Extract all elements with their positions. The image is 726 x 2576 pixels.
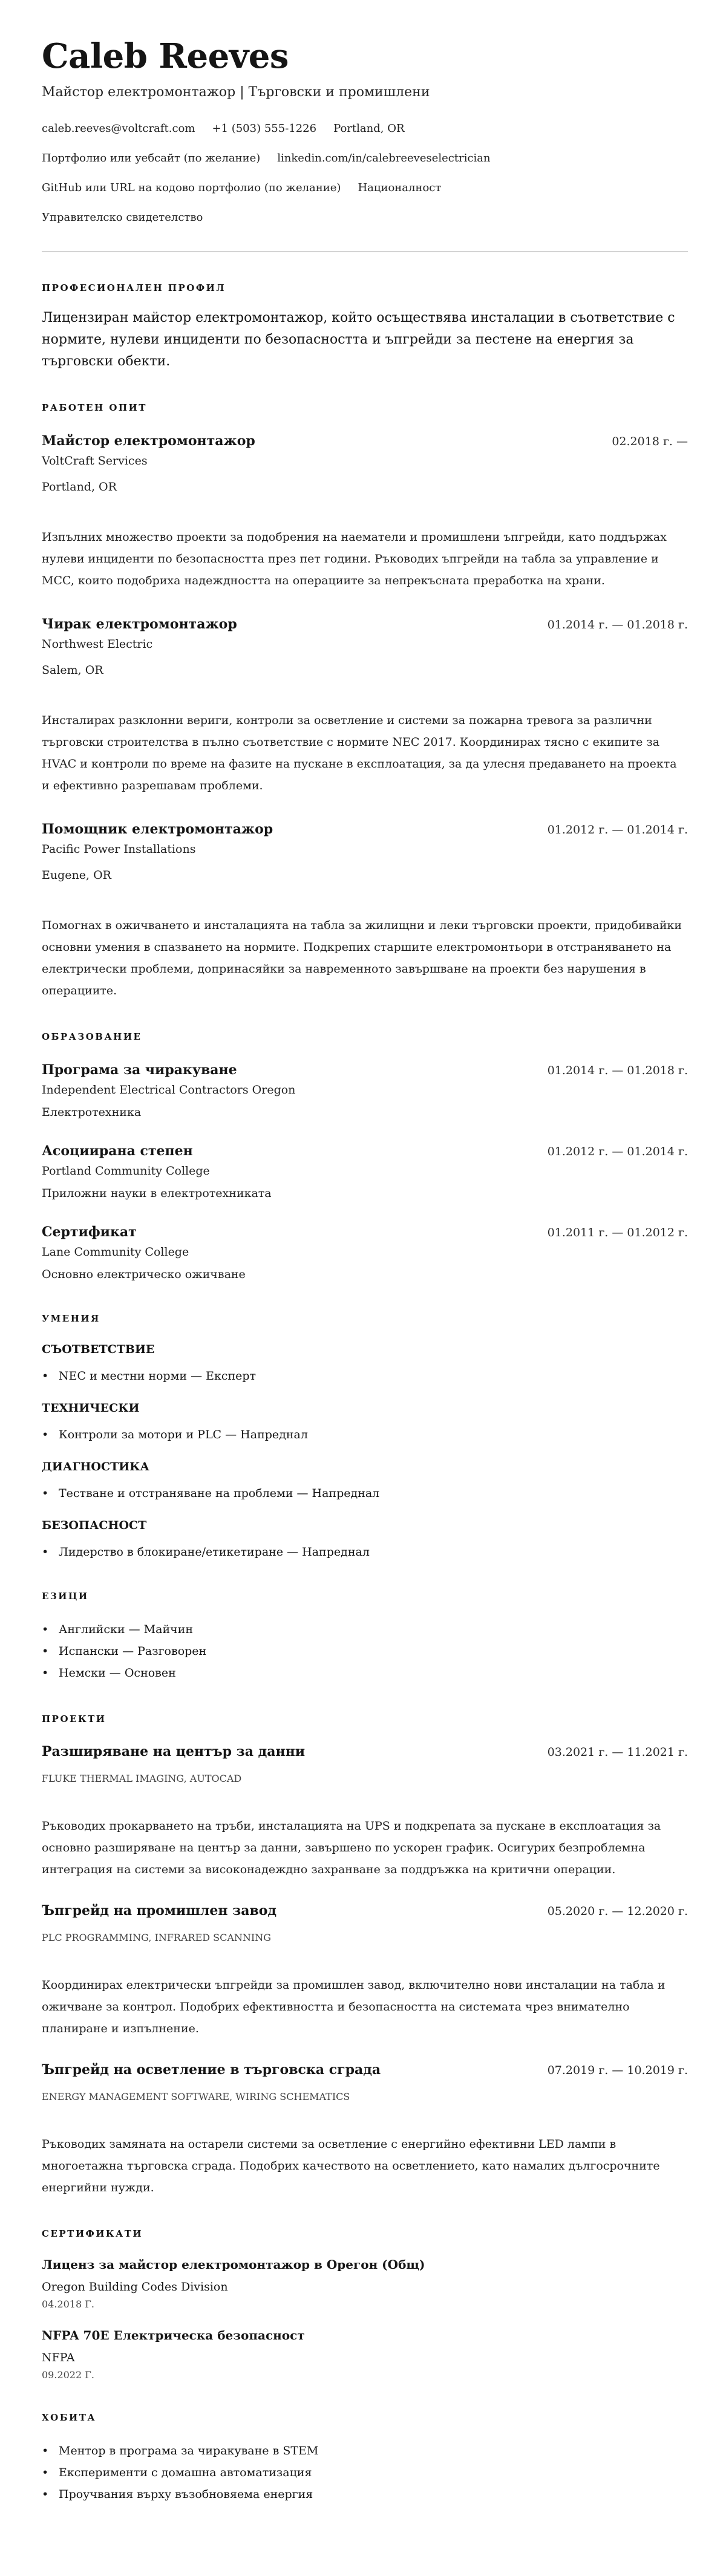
skill-category-heading: БЕЗОПАСНОСТ bbox=[42, 1519, 147, 1532]
experience-entry bbox=[42, 615, 688, 797]
language-item: • Английски — Майчин bbox=[42, 1619, 688, 1640]
entry-header bbox=[42, 1743, 688, 1761]
header-divider bbox=[42, 251, 688, 252]
job-location: Portland, OR bbox=[42, 480, 117, 494]
section-heading-languages: ЕЗИЦИ bbox=[42, 1591, 89, 1602]
hobby-item: • Експерименти с домашна автоматизация bbox=[42, 2462, 688, 2483]
certification-entry bbox=[42, 2327, 688, 2382]
hobby-item: • Ментор в програма за чиракуване в STEM bbox=[42, 2440, 688, 2462]
contact-row bbox=[42, 203, 688, 232]
nationality: Националност bbox=[358, 181, 442, 194]
project-technologies: PLC PROGRAMMING, INFRARED SCANNING bbox=[42, 1932, 272, 1943]
job-dates: 01.2012 г. — 01.2014 г. bbox=[547, 823, 688, 836]
job-dates: 02.2018 г. — bbox=[612, 435, 688, 448]
contact-row bbox=[42, 114, 688, 143]
project-title: Ъпгрейд на осветление в търговска сграда bbox=[42, 2062, 381, 2078]
github-link[interactable]: GitHub или URL на кодово портфолио (по желание) bbox=[42, 181, 341, 194]
project-dates: 07.2019 г. — 10.2019 г. bbox=[547, 2064, 688, 2077]
headline: Майстор електромонтажор | Търговски и промишлени bbox=[42, 85, 430, 100]
hobby-item: • Проучвания върху възобновяема енергия bbox=[42, 2483, 688, 2505]
job-description: Помогнах в ожичването и инсталацията на табла за жилищни и леки търговски проекти, придобивайки основни умения в спазването на нормите. Подкрепих старшите електромонтьори в отстраняването на електрически проблеми, допринасяйки за навременното завършване на проекти без нарушения в операциите. bbox=[42, 919, 682, 997]
institution-name: Lane Community College bbox=[42, 1245, 189, 1259]
certification-issuer: Oregon Building Codes Division bbox=[42, 2280, 228, 2294]
section-heading-profile: ПРОФЕСИОНАЛЕН ПРОФИЛ bbox=[42, 282, 226, 293]
project-technologies: ENERGY MANAGEMENT SOFTWARE, WIRING SCHEMATICS bbox=[42, 2091, 350, 2102]
certification-title: Лиценз за майстор електромонтажор в Орегон (Общ) bbox=[42, 2257, 425, 2272]
experience-entry bbox=[42, 432, 688, 592]
field-of-study: Приложни науки в електротехниката bbox=[42, 1187, 272, 1200]
project-title: Ъпгрейд на промишлен завод bbox=[42, 1903, 277, 1919]
certification-entry bbox=[42, 2256, 688, 2312]
job-location: Salem, OR bbox=[42, 664, 103, 677]
project-dates: 05.2020 г. — 12.2020 г. bbox=[547, 1905, 688, 1918]
field-of-study: Основно електрическо ожичване bbox=[42, 1268, 246, 1281]
portfolio-link[interactable]: Портфолио или уебсайт (по желание) bbox=[42, 152, 261, 165]
phone: +1 (503) 555-1226 bbox=[212, 122, 317, 135]
entry-header bbox=[42, 2061, 688, 2079]
section-heading-experience: РАБОТЕН ОПИТ bbox=[42, 402, 147, 413]
certification-title: NFPA 70E Електрическа безопасност bbox=[42, 2328, 305, 2343]
entry-header bbox=[42, 1061, 688, 1080]
entry-header bbox=[42, 432, 688, 451]
entry-header bbox=[42, 1142, 688, 1161]
drivers-license: Управителско свидетелство bbox=[42, 211, 203, 224]
projects-list bbox=[42, 1743, 688, 2199]
certification-date: 04.2018 Г. bbox=[42, 2298, 94, 2310]
job-title: Майстор електромонтажор bbox=[42, 433, 255, 449]
skill-items bbox=[42, 1484, 688, 1502]
entry-header bbox=[42, 1223, 688, 1242]
project-technologies: FLUKE THERMAL IMAGING, AUTOCAD bbox=[42, 1773, 242, 1784]
institution-name: Independent Electrical Contractors Oregon bbox=[42, 1083, 296, 1097]
section-heading-hobbies: ХОБИТА bbox=[42, 2412, 97, 2423]
certifications-list bbox=[42, 2256, 688, 2382]
company-name: VoltCraft Services bbox=[42, 454, 148, 468]
certification-date: 09.2022 Г. bbox=[42, 2369, 94, 2381]
section-heading-projects: ПРОЕКТИ bbox=[42, 1714, 106, 1724]
job-description: Изпълних множество проекти за подобрения на наематели и промишлени ъпгрейди, като поддържах нулеви инциденти по безопасността през пет години. Ръководих ъпгрейди на табла за управление и MCC, които подобриха надеждността на операциите за непрекъсната преработка на храни. bbox=[42, 530, 667, 587]
skill-category-heading: ТЕХНИЧЕСКИ bbox=[42, 1401, 140, 1415]
education-dates: 01.2014 г. — 01.2018 г. bbox=[547, 1064, 688, 1077]
email-link[interactable]: caleb.reeves@voltcraft.com bbox=[42, 122, 195, 135]
skill-items bbox=[42, 1426, 688, 1444]
degree-title: Програма за чиракуване bbox=[42, 1062, 237, 1078]
section-heading-certifications: СЕРТИФИКАТИ bbox=[42, 2228, 143, 2239]
project-entry bbox=[42, 1902, 688, 2040]
company-name: Northwest Electric bbox=[42, 637, 153, 651]
institution-name: Portland Community College bbox=[42, 1164, 210, 1178]
experience-entry bbox=[42, 820, 688, 1002]
entry-header bbox=[42, 615, 688, 634]
skill-category-heading: СЪОТВЕТСТВИЕ bbox=[42, 1343, 155, 1356]
job-title: Помощник електромонтажор bbox=[42, 821, 273, 837]
job-description: Инсталирах разклонни вериги, контроли за осветление и системи за пожарна тревога за различни търговски строителства в пълно съответствие с нормите NEC 2017. Координирах тясно с екипите за HVAC и контроли по време на фазите на пускане в експлоатация, за да улесня предаването на проекта и ефективно разрешавам проблеми. bbox=[42, 714, 677, 792]
education-entry bbox=[42, 1223, 688, 1283]
degree-title: Сертификат bbox=[42, 1224, 137, 1240]
degree-title: Асоциирана степен bbox=[42, 1143, 193, 1159]
project-dates: 03.2021 г. — 11.2021 г. bbox=[547, 1746, 688, 1759]
project-description: Ръководих замяната на остарели системи за осветление с енергийно ефективни LED лампи в многоетажна търговска сграда. Подобрих качеството на осветлението, като намалих дългосрочните енергийни нужди. bbox=[42, 2137, 660, 2194]
skill-items bbox=[42, 1367, 688, 1385]
hobbies-list bbox=[42, 2440, 688, 2505]
linkedin-link[interactable]: linkedin.com/in/calebreeveselectrician bbox=[277, 152, 491, 165]
skill-item: • Контроли за мотори и PLC — Напреднал bbox=[42, 1426, 688, 1444]
education-dates: 01.2011 г. — 01.2012 г. bbox=[547, 1226, 688, 1239]
job-title: Чирак електромонтажор bbox=[42, 616, 237, 632]
contact-row bbox=[42, 173, 688, 203]
experience-list bbox=[42, 432, 688, 1002]
education-entry bbox=[42, 1142, 688, 1202]
section-heading-education: ОБРАЗОВАНИЕ bbox=[42, 1031, 142, 1042]
contact-row bbox=[42, 143, 688, 173]
skill-item: • Лидерство в блокиране/етикетиране — Напреднал bbox=[42, 1543, 688, 1561]
entry-header bbox=[42, 1902, 688, 1920]
language-item: • Испански — Разговорен bbox=[42, 1640, 688, 1662]
education-dates: 01.2012 г. — 01.2014 г. bbox=[547, 1145, 688, 1158]
job-location: Eugene, OR bbox=[42, 869, 111, 882]
entry-header bbox=[42, 820, 688, 839]
location: Portland, OR bbox=[333, 122, 405, 135]
project-title: Разширяване на център за данни bbox=[42, 1744, 306, 1759]
skill-item: • NEC и местни норми — Експерт bbox=[42, 1367, 688, 1385]
skill-item: • Тестване и отстраняване на проблеми — Напреднал bbox=[42, 1484, 688, 1502]
project-entry bbox=[42, 2061, 688, 2199]
company-name: Pacific Power Installations bbox=[42, 843, 196, 856]
field-of-study: Електротехника bbox=[42, 1106, 142, 1119]
candidate-name: Caleb Reeves bbox=[42, 36, 289, 76]
language-item: • Немски — Основен bbox=[42, 1662, 688, 1684]
languages-list bbox=[42, 1619, 688, 1684]
project-description: Ръководих прокарването на тръби, инсталацията на UPS и подкрепата за пускане в експлоатация за основно разширяване на център за данни, завършено по ускорен график. Осигурих безпроблемна интеграция на системи за високонадеждно захранване за поддръжка на критични операции. bbox=[42, 1819, 661, 1876]
contact-info bbox=[42, 114, 688, 232]
project-description: Координирах електрически ъпгрейди за промишлен завод, включително нови инсталации на табла и ожичване за контрол. Подобрих ефективността и безопасността на системата чрез внимателно планиране и изпълнение. bbox=[42, 1978, 666, 2035]
skill-category-heading: ДИАГНОСТИКА bbox=[42, 1460, 149, 1473]
certification-issuer: NFPA bbox=[42, 2351, 75, 2364]
education-entry bbox=[42, 1061, 688, 1121]
project-entry bbox=[42, 1743, 688, 1880]
education-list bbox=[42, 1061, 688, 1283]
section-heading-skills: УМЕНИЯ bbox=[42, 1313, 100, 1324]
skill-items bbox=[42, 1543, 688, 1561]
job-dates: 01.2014 г. — 01.2018 г. bbox=[547, 618, 688, 631]
skills-list bbox=[42, 1341, 688, 1561]
profile-summary: Лицензиран майстор електромонтажор, който осъществява инсталации в съответствие с нормите, нулеви инциденти по безопасността и ъпгрейди за пестене на енергия за търговски обекти. bbox=[42, 310, 675, 369]
